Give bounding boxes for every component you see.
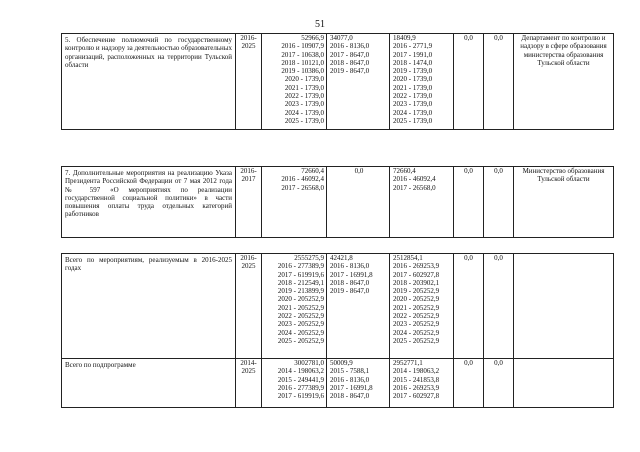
value-line: 2025 - 1739,0 bbox=[284, 116, 324, 125]
regional-cell bbox=[390, 167, 454, 238]
value-line: 2016 - 8136,0 bbox=[330, 42, 370, 51]
period-cell bbox=[236, 254, 262, 359]
value-line: 2020 - 1739,0 bbox=[393, 75, 433, 84]
value-line: 2021 - 205252,9 bbox=[393, 303, 440, 312]
value-line: 2014- bbox=[240, 359, 257, 367]
value-line: 0,0 bbox=[354, 167, 364, 175]
value-line: 2016 - 277389,9 bbox=[277, 262, 324, 271]
table-row bbox=[62, 167, 614, 238]
value-line: 2018 - 203902,1 bbox=[393, 278, 440, 287]
value-line: 2020 - 205252,9 bbox=[393, 295, 440, 304]
other-cell: 0,0 bbox=[484, 167, 514, 238]
value-line: 18409,9 bbox=[393, 34, 416, 42]
value-line: 2016 - 269253,9 bbox=[393, 262, 440, 271]
value-line: 2023 - 205252,9 bbox=[277, 320, 324, 329]
value-line: 52966,9 bbox=[301, 34, 324, 42]
table-row bbox=[62, 34, 614, 130]
value-line: 2016- bbox=[240, 254, 257, 262]
value-line: 2016 - 269253,9 bbox=[393, 383, 440, 392]
value-line: 2023 - 1739,0 bbox=[284, 100, 324, 109]
value-line: 72660,4 bbox=[301, 167, 324, 175]
value-line: 42421,8 bbox=[330, 254, 353, 262]
value-line: 2017 bbox=[241, 175, 256, 184]
measure-name-cell: 5. Обеспечение полномочий по государственному контролю и надзору за деятельностью образовательных организаций, расположенных на территории Тульской области bbox=[62, 34, 236, 130]
value-line: 2021 - 1739,0 bbox=[284, 83, 324, 92]
regional-cell bbox=[390, 34, 454, 130]
value-line: 2019 - 8647,0 bbox=[330, 67, 370, 76]
value-line: 50009,9 bbox=[330, 359, 353, 367]
total-cell bbox=[262, 359, 327, 408]
other-cell: 0,0 bbox=[484, 34, 514, 130]
value-line: 2018 - 1474,0 bbox=[393, 58, 433, 67]
other-cell: 0,0 bbox=[484, 254, 514, 359]
value-line: 2019 - 10386,0 bbox=[281, 67, 324, 76]
value-line: 2018 - 10121,0 bbox=[281, 58, 324, 67]
value-line: 2014 - 198063,2 bbox=[393, 367, 440, 376]
value-line: 2019 - 213899,9 bbox=[277, 287, 324, 296]
value-line: 2017 - 26568,0 bbox=[393, 183, 436, 192]
value-line: 2024 - 1739,0 bbox=[284, 108, 324, 117]
value-line: 3002781,0 bbox=[294, 359, 324, 367]
value-line: 2512854,1 bbox=[393, 254, 423, 262]
federal-cell bbox=[327, 34, 390, 130]
total-cell bbox=[262, 254, 327, 359]
value-line: 2017 - 602927,8 bbox=[393, 270, 440, 279]
value-line: 2022 - 205252,9 bbox=[393, 312, 440, 321]
value-line: 2019 - 1739,0 bbox=[393, 67, 433, 76]
period-cell bbox=[236, 167, 262, 238]
value-line: 2022 - 1739,0 bbox=[393, 92, 433, 101]
value-line: 2016 - 10907,9 bbox=[281, 42, 324, 51]
table-row bbox=[62, 254, 614, 359]
measure-name-cell: Всего по подпрограмме bbox=[62, 359, 236, 408]
value-line: 2017 - 16991,8 bbox=[330, 270, 373, 279]
value-line: 2016 - 46092,4 bbox=[393, 175, 436, 184]
value-line: 2018 - 8647,0 bbox=[330, 392, 370, 401]
value-line: 2023 - 205252,9 bbox=[393, 320, 440, 329]
value-line: 2019 - 8647,0 bbox=[330, 287, 370, 296]
value-line: 2025 - 205252,9 bbox=[393, 336, 440, 345]
value-line: 2024 - 205252,9 bbox=[393, 328, 440, 337]
value-line: 2555275,9 bbox=[294, 254, 324, 262]
value-line: 2015 - 7588,1 bbox=[330, 367, 370, 376]
period-cell bbox=[236, 34, 262, 130]
executor-cell bbox=[514, 254, 614, 359]
value-line: 2025 bbox=[241, 262, 256, 271]
regional-cell bbox=[390, 254, 454, 359]
value-line: 2016 - 277389,9 bbox=[277, 383, 324, 392]
value-line: 2017 - 10638,0 bbox=[281, 50, 324, 59]
period-cell bbox=[236, 359, 262, 408]
executor-cell: Министерство образования Тульской области bbox=[514, 167, 614, 238]
federal-cell bbox=[327, 254, 390, 359]
local-cell: 0,0 bbox=[454, 359, 484, 408]
value-line: 2020 - 1739,0 bbox=[284, 75, 324, 84]
local-cell: 0,0 bbox=[454, 254, 484, 359]
value-line: 2017 - 1991,0 bbox=[393, 50, 433, 59]
value-line: 2025 bbox=[241, 42, 256, 51]
value-line: 2024 - 1739,0 bbox=[393, 108, 433, 117]
local-cell: 0,0 bbox=[454, 34, 484, 130]
table-block-3 bbox=[61, 253, 614, 408]
local-cell: 0,0 bbox=[454, 167, 484, 238]
table-block-1 bbox=[61, 33, 614, 130]
value-line: 2025 - 1739,0 bbox=[393, 116, 433, 125]
value-line: 2025 - 205252,9 bbox=[277, 336, 324, 345]
page-number: 51 bbox=[315, 19, 325, 30]
federal-cell bbox=[327, 167, 390, 238]
executor-cell: Департамент по контролю и надзору в сфере образования министерства образования Тульской области bbox=[514, 34, 614, 130]
value-line: 2021 - 1739,0 bbox=[393, 83, 433, 92]
value-line: 2016- bbox=[240, 167, 257, 175]
value-line: 2023 - 1739,0 bbox=[393, 100, 433, 109]
total-cell bbox=[262, 167, 327, 238]
table-block-2 bbox=[61, 166, 614, 238]
value-line: 72660,4 bbox=[393, 167, 416, 175]
value-line: 2019 - 205252,9 bbox=[393, 287, 440, 296]
other-cell: 0,0 bbox=[484, 359, 514, 408]
value-line: 2017 - 8647,0 bbox=[330, 50, 370, 59]
value-line: 2018 - 8647,0 bbox=[330, 58, 370, 67]
value-line: 2017 - 602927,8 bbox=[393, 392, 440, 401]
value-line: 2017 - 619919,6 bbox=[277, 270, 324, 279]
value-line: 2024 - 205252,9 bbox=[277, 328, 324, 337]
value-line: 2020 - 205252,9 bbox=[277, 295, 324, 304]
value-line: 2016 - 46092,4 bbox=[281, 175, 324, 184]
value-line: 2016 - 2771,9 bbox=[393, 42, 433, 51]
value-line: 2025 bbox=[241, 367, 256, 376]
value-line: 2017 - 16991,8 bbox=[330, 383, 373, 392]
measure-name-cell: Всего по мероприятиям, реализуемым в 2016-2025 годах bbox=[62, 254, 236, 359]
value-line: 2017 - 619919,6 bbox=[277, 392, 324, 401]
federal-cell bbox=[327, 359, 390, 408]
measure-name-cell: 7. Дополнительные мероприятия на реализацию Указа Президента Российской Федерации от 7 мая 2012 года № 597 «О мероприятиях по реализации государственной социальной политики» в части повышения оплаты труда отдельных категорий работников bbox=[62, 167, 236, 238]
table-row bbox=[62, 359, 614, 408]
total-cell bbox=[262, 34, 327, 130]
value-line: 2017 - 26568,0 bbox=[281, 183, 324, 192]
value-line: 2952771,1 bbox=[393, 359, 423, 367]
value-line: 2022 - 205252,9 bbox=[277, 312, 324, 321]
value-line: 34077,0 bbox=[330, 34, 353, 42]
regional-cell bbox=[390, 359, 454, 408]
value-line: 2015 - 249441,9 bbox=[277, 375, 324, 384]
executor-cell bbox=[514, 359, 614, 408]
value-line: 2014 - 198063,2 bbox=[277, 367, 324, 376]
value-line: 2016 - 8136,0 bbox=[330, 262, 370, 271]
value-line: 2018 - 212549,1 bbox=[277, 278, 324, 287]
value-line: 2015 - 241853,8 bbox=[393, 375, 440, 384]
value-line: 2016 - 8136,0 bbox=[330, 375, 370, 384]
value-line: 2016- bbox=[240, 34, 257, 42]
value-line: 2018 - 8647,0 bbox=[330, 278, 370, 287]
value-line: 2021 - 205252,9 bbox=[277, 303, 324, 312]
value-line: 2022 - 1739,0 bbox=[284, 92, 324, 101]
